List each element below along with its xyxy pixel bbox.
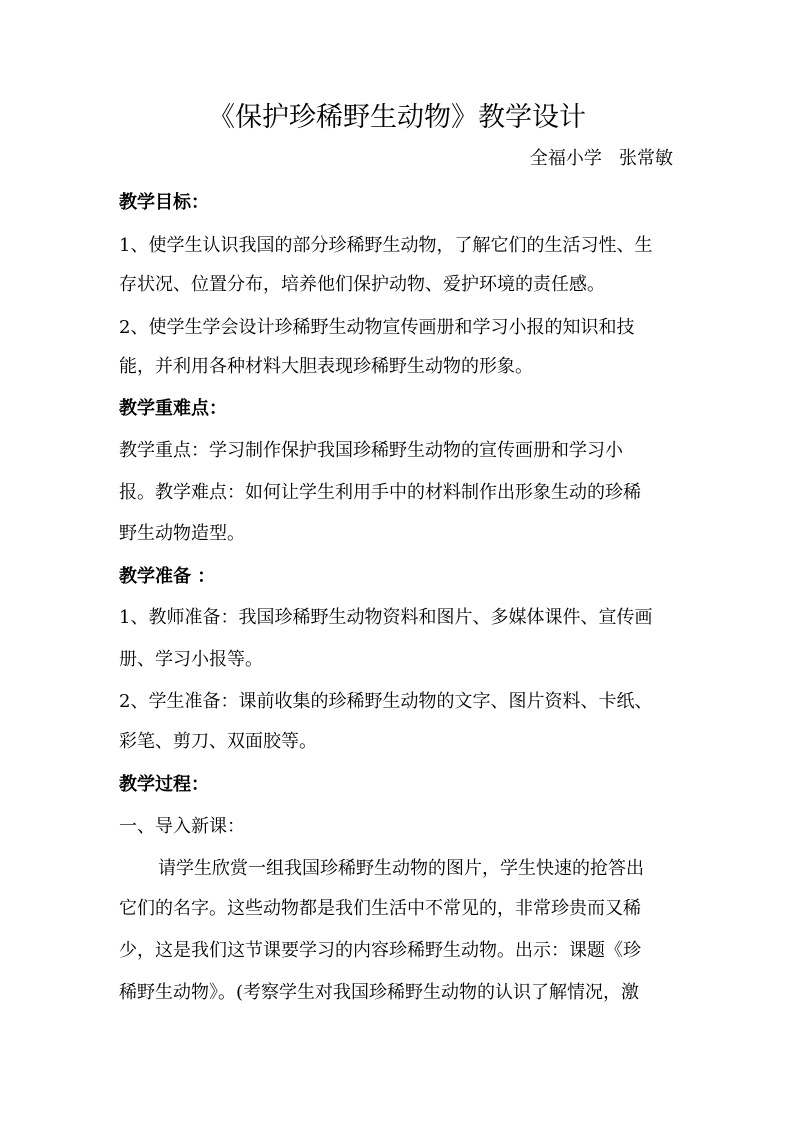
text-line: 少，这是我们这节课要学习的内容珍稀野生动物。出示：课题《珍 <box>119 940 641 961</box>
text-line: 存状况、位置分布，培养他们保护动物、爱护环境的责任感。 <box>119 274 605 295</box>
text-line: 稀野生动物》。(考察学生对我国珍稀野生动物的认识了解情况，激 <box>119 982 640 1003</box>
text-line: 2、使学生学会设计珍稀野生动物宣传画册和学习小报的知识和技 <box>119 317 635 338</box>
author-line: 全福小学 张常敏 <box>529 148 673 169</box>
heading-teaching-preparation: 教学准备 ： <box>119 566 216 587</box>
text-line: 1、使学生认识我国的部分珍稀野生动物，了解它们的生活习性、生 <box>119 235 653 256</box>
text-line: 它们的名字。这些动物都是我们生活中不常见的，非常珍贵而又稀 <box>119 898 641 919</box>
text-line: 彩笔、剪刀、双面胶等。 <box>119 731 317 752</box>
text-line: 野生动物造型。 <box>119 523 245 544</box>
heading-teaching-objectives: 教学目标： <box>119 192 209 213</box>
text-line: 报。教学难点：如何让学生利用手中的材料制作出形象生动的珍稀 <box>119 482 641 503</box>
text-line: 册、学习小报等。 <box>119 649 263 670</box>
heading-teaching-process: 教学过程： <box>119 774 209 795</box>
text-line: 能，并利用各种材料大胆表现珍稀野生动物的形象。 <box>119 356 533 377</box>
section-intro-heading: 一、导入新课： <box>119 816 245 837</box>
text-line: 请学生欣赏一组我国珍稀野生动物的图片，学生快速的抢答出 <box>158 858 644 879</box>
heading-key-difficult-points: 教学重难点： <box>119 398 227 419</box>
text-line: 1、教师准备：我国珍稀野生动物资料和图片、多媒体课件、宣传画 <box>119 607 653 628</box>
document-title: 《保护珍稀野生动物》教学设计 <box>208 102 586 133</box>
text-line: 2、学生准备：课前收集的珍稀野生动物的文字、图片资料、卡纸、 <box>119 691 653 712</box>
text-line: 教学重点：学习制作保护我国珍稀野生动物的宣传画册和学习小 <box>119 440 623 461</box>
